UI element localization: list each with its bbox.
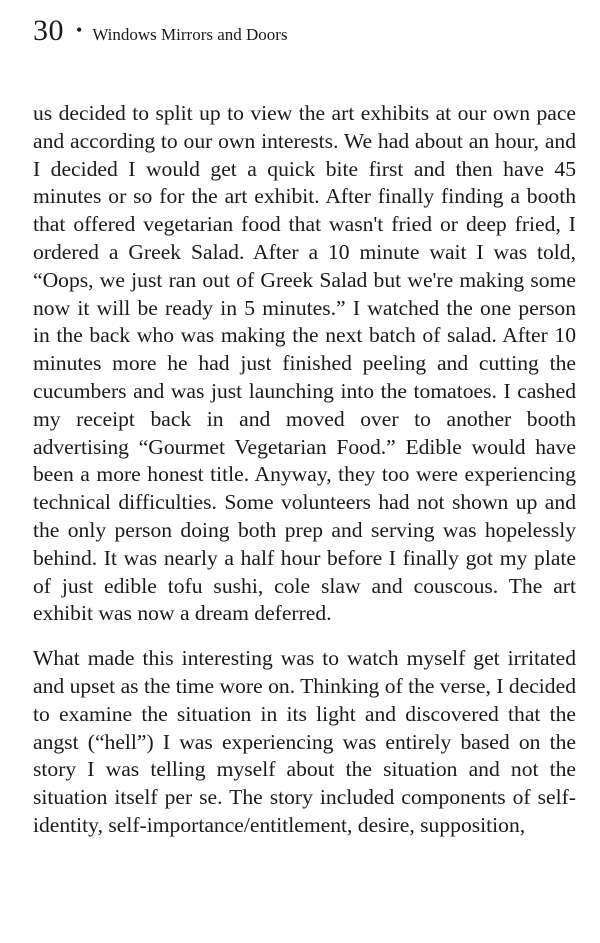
paragraph-1: us decided to split up to view the art exhibits at our own pace and according to our own interests. We had about an hour, and I decided I would get a quick bite first and then have 45 minutes or so for the art exhibit. After finally finding a booth that offered vegetarian food that wasn't fried or deep fried, I ordered a Greek Salad. After a 10 minute wait I was told, “Oops, we just ran out of Greek Salad but we're making some now it will be ready in 5 minutes.” I watched the one person in the back who was making the next batch of salad. After 10 minutes more he had just finished peeling and cutting the cucumbers and was just launching into the tomatoes. I cashed my receipt back in and moved over to another booth advertising “Gourmet Vegetarian Food.” Edible would have been a more honest title. Anyway, they too were experiencing technical difficulties. Some volunteers had not shown up and the only person doing both prep and serving was hopelessly behind. It was nearly a half hour before I finally got my plate of just edible tofu sushi, cole slaw and couscous. The art exhibit was now a dream deferred. (33, 101, 576, 626)
running-title: Windows Mirrors and Doors (92, 25, 288, 44)
page-number: 30 (33, 14, 64, 47)
paragraph-2: What made this interesting was to watch myself get irritated and upset as the time wore on. Thinking of the verse, I decided to examine the situation in its light and discovered that the angst (“hell”) I was experiencing was entirely based on the story I was telling myself about the situation and not the situation itself per se. The story included components of self-identity, self-importance/entitlement, desire, supposition, (33, 646, 576, 837)
bullet-separator: • (76, 20, 83, 40)
body-text (33, 100, 576, 840)
running-head (33, 14, 288, 54)
